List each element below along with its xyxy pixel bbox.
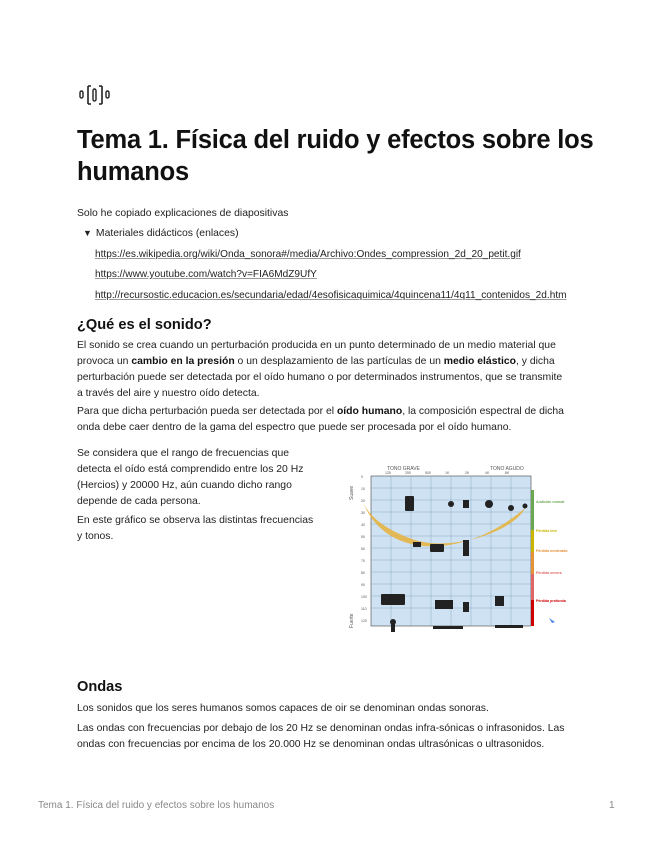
icon-person <box>463 540 469 556</box>
svg-text:120: 120 <box>361 619 367 623</box>
svg-text:100: 100 <box>361 595 367 599</box>
section-heading-sonido: ¿Qué es el sonido? <box>77 317 212 333</box>
label-tono-grave: TONO GRAVE <box>387 466 420 472</box>
svg-text:80: 80 <box>361 571 365 575</box>
legend-perdida-profunda: Pérdida profunda <box>536 599 566 603</box>
paragraph-sonido-2: Para que dicha perturbación pueda ser detectada por el oído humano, la composición espectral de dicha onda debe caer dentro de la gama del espectro que puede ser procesada por el oído humano. <box>77 406 564 433</box>
toggle-label: Materiales didácticos (enlaces) <box>95 228 239 239</box>
toggle-materiales[interactable] <box>83 228 239 239</box>
svg-text:90: 90 <box>361 583 365 587</box>
paragraph-ondas-1: Los sonidos que los seres humanos somos capaces de oir se denominan ondas sonoras. <box>77 703 489 714</box>
label-tono-agudo: TONO AGUDO <box>490 466 524 472</box>
toggle-triangle-icon[interactable]: ▼ <box>83 228 92 238</box>
link-recursostic[interactable]: http://recursostic.educacion.es/secundaria/edad/4esofisicaquimica/4quincena11/4q11_contenidos_2d.htm <box>95 290 567 301</box>
svg-text:110: 110 <box>361 607 367 611</box>
svg-text:30: 30 <box>361 511 365 515</box>
paragraph-grafico: En este gráfico se observa las distintas frecuencias y tonos. <box>77 515 314 542</box>
legend-perdida-severa: Pérdida severa <box>536 571 562 575</box>
svg-text:50: 50 <box>361 535 365 539</box>
label-suave: Suave <box>349 485 355 500</box>
svg-text:70: 70 <box>361 559 365 563</box>
svg-text:500: 500 <box>425 471 431 475</box>
legend-audicion-normal: Audición normal <box>536 500 565 504</box>
legend-perdida-leve: Pérdida leve <box>536 529 558 533</box>
label-fuerte: Fuerte <box>349 613 355 628</box>
paragraph-frecuencias: Se considera que el rango de frecuencias que detecta el oído está comprendido entre los 20 Hz (Hercios) y 20000 Hz, aún cuando dicho rango depende de cada persona. <box>77 448 304 507</box>
svg-text:4K: 4K <box>485 471 490 475</box>
link-wikipedia[interactable]: https://es.wikipedia.org/wiki/Onda_sonora#/media/Archivo:Ondes_compression_2d_20_petit.gif <box>95 249 521 260</box>
paragraph-ondas-2: Las ondas con frecuencias por debajo de los 20 Hz se denominan ondas infra-sónicas o infrasonidos. Las ondas con frecuencias por encima de los 20.000 Hz se denominan ondas ultrasónicas o ultrasonidos. <box>77 723 565 750</box>
svg-text:250: 250 <box>405 471 411 475</box>
page-icon <box>78 80 114 112</box>
footer-page-number: 1 <box>609 800 615 811</box>
svg-text:10: 10 <box>361 487 365 491</box>
link-youtube[interactable]: https://www.youtube.com/watch?v=FIA6MdZ9UfY <box>95 269 317 280</box>
paragraph-sonido-1: El sonido se crea cuando un perturbación producida en un punto determinado de un medio material que provoca un cambio en la presión o un desplazamiento de las partículas de un medio elástico, y dicha perturbación puede ser detectada por el oído humano o por determinados instrumentos, que se transmite a través del aire y nuestro oído detecta. <box>77 340 563 399</box>
svg-text:60: 60 <box>361 547 365 551</box>
icon-truck <box>381 594 405 605</box>
svg-text:1K: 1K <box>445 471 450 475</box>
audiogram-figure <box>345 460 575 642</box>
svg-text:8K: 8K <box>505 471 510 475</box>
section-heading-ondas: Ondas <box>77 679 123 695</box>
icon-drum <box>405 496 414 511</box>
intro-text: Solo he copiado explicaciones de diapositivas <box>77 208 289 219</box>
svg-text:0: 0 <box>361 475 363 479</box>
legend-perdida-moderada: Pérdida moderada <box>536 549 568 553</box>
svg-text:40: 40 <box>361 523 365 527</box>
svg-text:2K: 2K <box>465 471 470 475</box>
svg-text:20: 20 <box>361 499 365 503</box>
footer-title: Tema 1. Física del ruido y efectos sobre los humanos <box>38 800 275 811</box>
page-title: Tema 1. Física del ruido y efectos sobre los humanos <box>77 126 594 186</box>
svg-text:125: 125 <box>385 471 391 475</box>
